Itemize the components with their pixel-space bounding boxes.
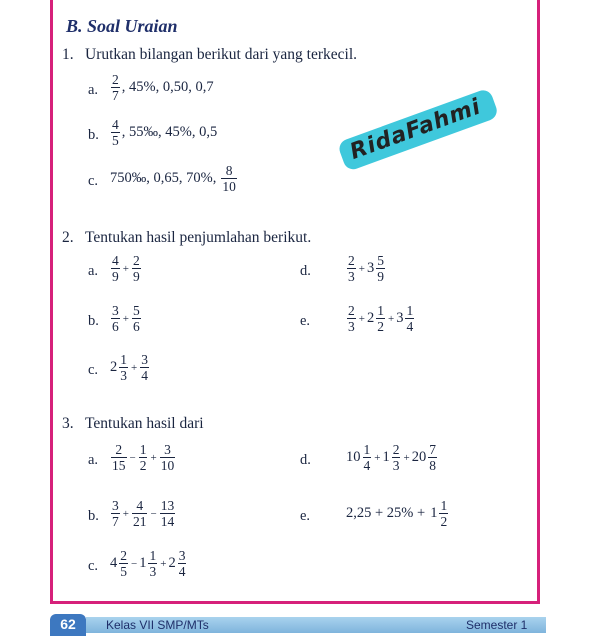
operator: + (122, 507, 129, 520)
numerator: 3 (178, 548, 186, 563)
fraction (111, 72, 120, 103)
numerator: 1 (363, 442, 371, 457)
whole-number: 1 (430, 505, 438, 521)
numerator: 2 (348, 253, 355, 268)
denominator: 3 (348, 319, 355, 334)
operator: + (122, 262, 129, 275)
q3d-letter: d. (300, 452, 311, 468)
operator: + (358, 312, 365, 325)
fraction (111, 498, 120, 529)
operator: − (150, 507, 157, 520)
denominator: 3 (149, 564, 157, 579)
q2-text: Tentukan hasil penjumlahan berikut. (85, 229, 312, 246)
q3a-expression (110, 442, 176, 473)
q3b-expression (110, 498, 176, 529)
numerator: 1 (120, 352, 127, 367)
numerator: 1 (149, 548, 157, 563)
fraction (439, 498, 448, 529)
section-title: B. Soal Uraian (66, 16, 178, 36)
fraction (160, 498, 176, 529)
q2b-letter: b. (88, 313, 99, 329)
fraction (405, 303, 414, 334)
operator: + (122, 312, 129, 325)
fraction (111, 253, 120, 284)
page-number: 62 (50, 614, 86, 636)
q1c-lead: 750‰, 0,65, 70%, (110, 170, 217, 186)
numerator: 2 (115, 442, 123, 457)
q2e-letter: e. (300, 313, 311, 329)
fraction (132, 498, 148, 529)
fraction (376, 303, 385, 334)
fraction (111, 442, 127, 473)
q1b-expression (110, 117, 217, 148)
numerator: 7 (429, 442, 436, 457)
whole-number: 2 (168, 555, 176, 571)
denominator: 10 (222, 179, 236, 194)
numerator: 2 (348, 303, 355, 318)
numerator: 4 (112, 253, 119, 268)
q3c-expression (110, 548, 187, 579)
denominator: 3 (392, 458, 400, 473)
q3e-expression (346, 498, 449, 529)
numerator: 3 (112, 498, 119, 513)
numerator: 4 (112, 117, 119, 132)
watermark-signature: RidaFahmi (337, 88, 499, 172)
fraction (140, 352, 149, 383)
fraction (347, 303, 356, 334)
fraction (111, 303, 120, 334)
numerator: 1 (377, 303, 384, 318)
fraction (111, 117, 120, 148)
denominator: 4 (178, 564, 186, 579)
denominator: 3 (120, 368, 127, 383)
fraction (221, 163, 237, 194)
q2a-letter: a. (88, 263, 99, 279)
q3-text: Tentukan hasil dari (85, 415, 204, 432)
fraction (139, 442, 148, 473)
denominator: 7 (112, 514, 119, 529)
q2d-expression (346, 253, 386, 284)
denominator: 2 (440, 514, 448, 529)
operator: + (374, 451, 381, 464)
q1b-rest: , 55‰, 45%, 0,5 (121, 124, 218, 140)
denominator: 9 (377, 269, 384, 284)
numerator: 2 (392, 442, 400, 457)
whole-number: 2 (366, 310, 375, 326)
operator: − (129, 451, 136, 464)
denominator: 5 (112, 133, 119, 148)
fraction (363, 442, 372, 473)
q1a-expression (110, 72, 214, 103)
numerator: 2 (132, 253, 140, 268)
q1a-letter: a. (88, 82, 99, 98)
operator: + (403, 451, 410, 464)
q3d-expression (346, 442, 438, 473)
denominator: 9 (132, 269, 140, 284)
fraction (119, 352, 128, 383)
q1c-letter: c. (88, 173, 99, 189)
fraction (428, 442, 437, 473)
whole-number: 10 (346, 449, 361, 465)
whole-number: 3 (366, 260, 375, 276)
fraction (132, 303, 141, 334)
numerator: 1 (406, 303, 414, 318)
operator: + (358, 262, 365, 275)
whole-number: 3 (396, 310, 404, 326)
denominator: 10 (160, 458, 175, 473)
fraction (347, 253, 356, 284)
denominator: 2 (139, 458, 147, 473)
operator: − (131, 557, 138, 570)
whole-number: 1 (139, 555, 147, 571)
fraction (376, 253, 385, 284)
numerator: 3 (141, 352, 148, 367)
q2c-expression (110, 352, 150, 383)
numerator: 2 (120, 548, 127, 563)
fraction (178, 548, 187, 579)
footer-semester: Semester 1 (466, 618, 528, 632)
q1-number: 1. (62, 46, 74, 63)
fraction (160, 442, 176, 473)
denominator: 4 (363, 458, 371, 473)
q3e-letter: e. (300, 508, 311, 524)
whole-number: 4 (110, 555, 118, 571)
q2d-letter: d. (300, 263, 311, 279)
q1c-expression (110, 163, 238, 194)
denominator: 14 (160, 514, 175, 529)
operator: + (160, 557, 167, 570)
denominator: 4 (141, 368, 148, 383)
denominator: 21 (132, 514, 147, 529)
denominator: 9 (112, 269, 119, 284)
q2-number: 2. (62, 229, 74, 246)
numerator: 3 (164, 442, 171, 457)
denominator: 15 (112, 458, 126, 473)
fraction (392, 442, 401, 473)
q1-text: Urutkan bilangan berikut dari yang terkecil. (85, 46, 358, 63)
numerator: 4 (136, 498, 144, 513)
numerator: 13 (160, 498, 175, 513)
whole-number: 2 (110, 359, 118, 375)
fraction (132, 253, 141, 284)
q2a-expression (110, 253, 142, 284)
numerator: 5 (377, 253, 384, 268)
numerator: 1 (139, 442, 147, 457)
numerator: 5 (132, 303, 140, 318)
q3a-letter: a. (88, 452, 99, 468)
denominator: 4 (406, 319, 414, 334)
numerator: 1 (440, 498, 448, 513)
q3b-letter: b. (88, 508, 99, 524)
footer-book-title: Kelas VII SMP/MTs (106, 618, 209, 632)
numerator: 3 (112, 303, 119, 318)
q1a-rest: , 45%, 0,50, 0,7 (121, 79, 214, 95)
operator: + (150, 451, 157, 464)
denominator: 8 (429, 458, 436, 473)
expression-text: 2,25 + 25% + (346, 505, 426, 521)
fraction (148, 548, 157, 579)
q2e-expression (346, 303, 415, 334)
denominator: 5 (120, 564, 127, 579)
whole-number: 20 (411, 449, 427, 465)
operator: + (131, 361, 138, 374)
denominator: 3 (348, 269, 355, 284)
q3-number: 3. (62, 415, 74, 432)
operator: + (387, 312, 395, 325)
q1b-letter: b. (88, 127, 99, 143)
denominator: 6 (132, 319, 140, 334)
denominator: 2 (377, 319, 384, 334)
whole-number: 1 (382, 449, 390, 465)
fraction (119, 548, 128, 579)
q2c-letter: c. (88, 362, 99, 378)
numerator: 2 (112, 72, 119, 87)
denominator: 7 (112, 88, 119, 103)
q2b-expression (110, 303, 142, 334)
denominator: 6 (112, 319, 119, 334)
q3c-letter: c. (88, 558, 99, 574)
numerator: 8 (225, 163, 233, 178)
